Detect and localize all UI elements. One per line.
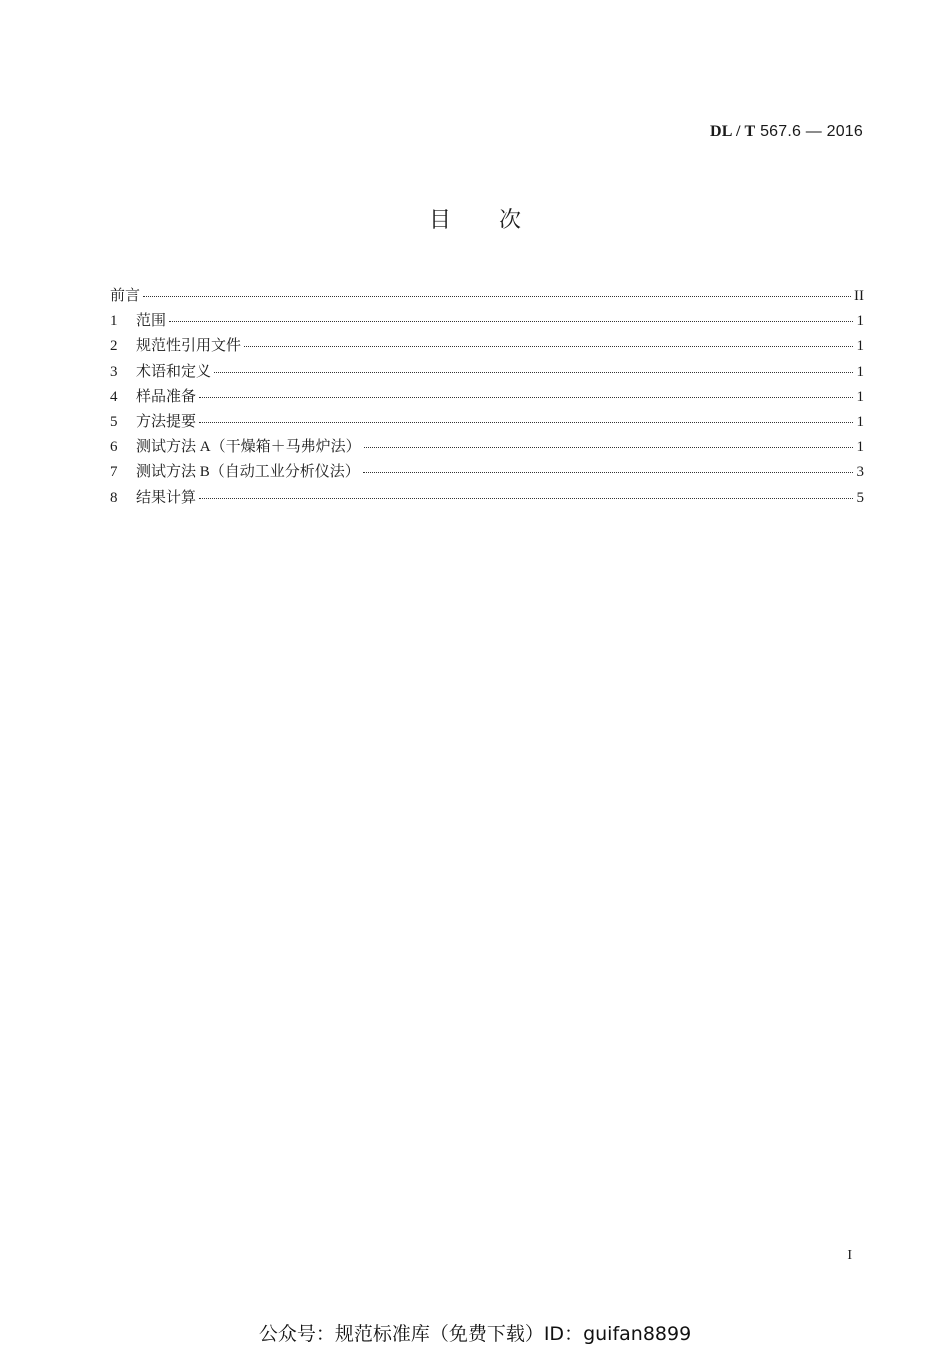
page-title: 目次: [428, 208, 569, 233]
toc-label: 范围: [136, 313, 167, 330]
toc-entry-4[interactable]: [110, 385, 864, 410]
toc-number: 5: [110, 413, 118, 430]
standard-prefix: DL / T: [710, 123, 756, 140]
toc-page: 1: [856, 363, 864, 380]
page-number: I: [847, 1248, 852, 1263]
toc-label: 规范性引用文件: [136, 338, 242, 355]
dot-leader: [214, 372, 853, 373]
toc-page: 1: [856, 313, 864, 330]
toc-number: 8: [110, 489, 118, 506]
toc-page: 1: [856, 439, 864, 456]
toc-entry-6[interactable]: [110, 435, 864, 460]
toc-entry-1[interactable]: [110, 309, 864, 334]
toc-label: 测试方法 B（自动工业分析仪法）: [136, 464, 360, 481]
toc-entry-8[interactable]: [110, 486, 864, 511]
toc-entry-5[interactable]: [110, 410, 864, 435]
table-of-contents: [110, 284, 864, 511]
toc-page: 3: [856, 464, 864, 481]
toc-number: 1: [110, 313, 118, 330]
toc-page: II: [854, 288, 864, 304]
dot-leader: [363, 472, 853, 473]
toc-label: 方法提要: [136, 413, 197, 430]
toc-page: 1: [856, 413, 864, 430]
toc-entry-7[interactable]: [110, 460, 864, 485]
toc-page: 1: [856, 388, 864, 405]
dot-leader: [199, 397, 853, 398]
dot-leader: [364, 447, 853, 448]
toc-page: 1: [856, 338, 864, 355]
dot-leader: [169, 321, 853, 322]
toc-entry-foreword[interactable]: [110, 284, 864, 309]
toc-label: 结果计算: [136, 489, 197, 506]
dot-leader: [143, 296, 851, 297]
toc-entry-3[interactable]: [110, 360, 864, 385]
watermark-text: 公众号：规范标准库（免费下载）ID：guifan8899: [258, 1323, 692, 1345]
toc-number: 4: [110, 388, 118, 405]
toc-number: 2: [110, 338, 118, 355]
toc-page: 5: [856, 489, 864, 506]
toc-label: 测试方法 A（干燥箱＋马弗炉法）: [136, 439, 361, 456]
standard-code: [710, 123, 863, 141]
dot-leader: [199, 498, 853, 499]
toc-entry-2[interactable]: [110, 334, 864, 359]
dot-leader: [199, 422, 853, 423]
toc-label: 术语和定义: [136, 363, 212, 380]
toc-label: 前言: [110, 288, 141, 304]
dot-leader: [244, 346, 853, 347]
toc-label: 样品准备: [136, 388, 197, 405]
toc-number: 3: [110, 363, 118, 380]
toc-number: 6: [110, 439, 118, 456]
standard-number: 567.6 — 2016: [760, 123, 863, 140]
toc-number: 7: [110, 464, 118, 481]
